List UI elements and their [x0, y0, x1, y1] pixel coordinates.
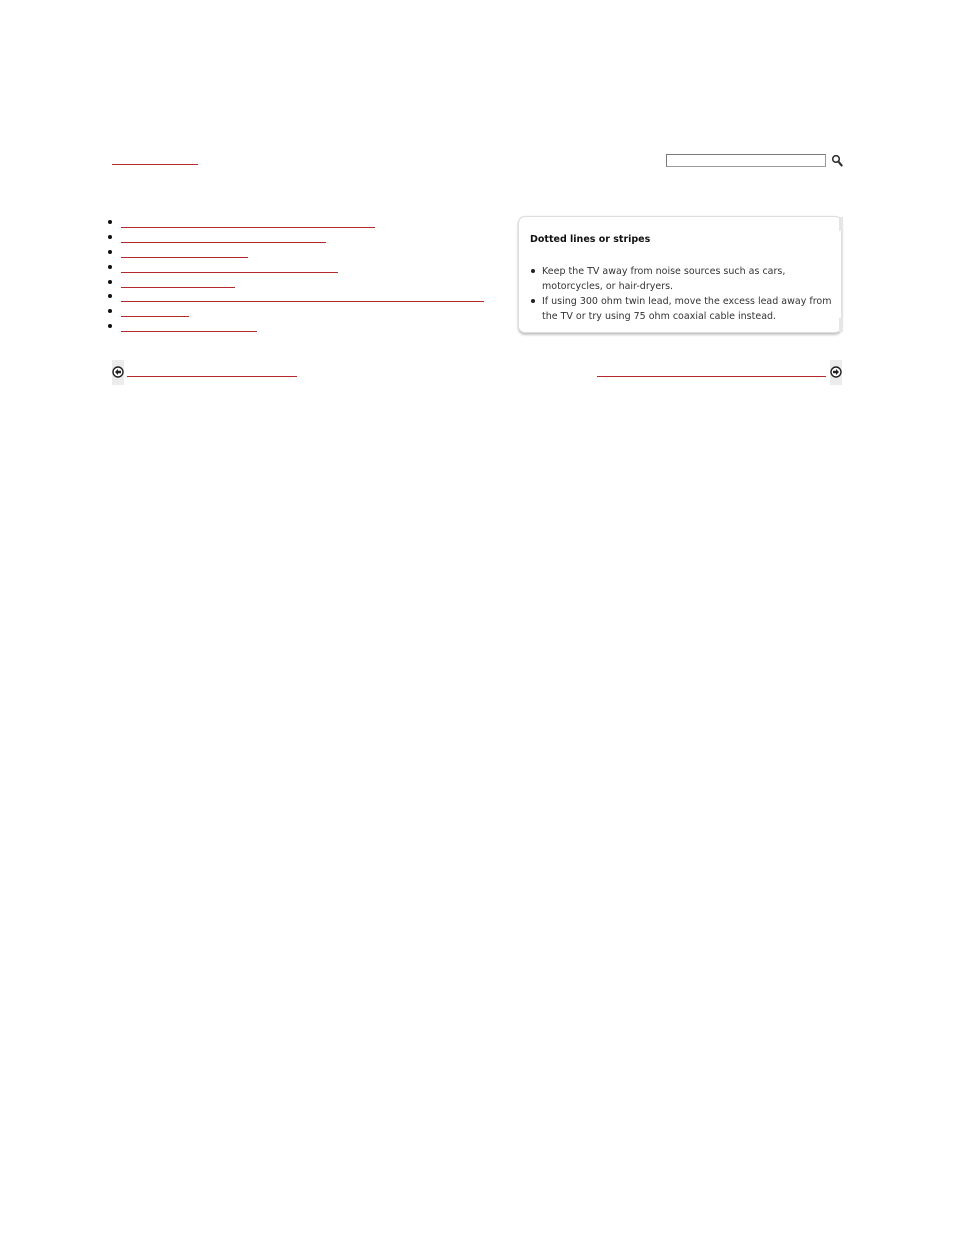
toc-link[interactable]	[121, 331, 257, 332]
toc-link[interactable]	[121, 257, 248, 258]
toc-link[interactable]	[121, 316, 189, 317]
toc-link[interactable]	[121, 272, 338, 273]
tip-title: Dotted lines or stripes	[530, 234, 651, 245]
magnifier-icon	[831, 154, 843, 167]
search-form	[666, 154, 844, 168]
list-bullet	[108, 309, 112, 313]
list-bullet	[108, 220, 112, 224]
list-bullet	[108, 250, 112, 254]
arrow-right-circle-icon	[830, 366, 842, 378]
tip-box	[518, 216, 842, 333]
list-bullet	[108, 280, 112, 284]
next-page-link[interactable]	[597, 376, 826, 377]
list-bullet	[108, 324, 112, 328]
tip-item: If using 300 ohm twin lead, move the excess lead away from the TV or try using 75 ohm coaxial cable instead.	[530, 294, 835, 324]
toc-link[interactable]	[121, 287, 235, 288]
search-input[interactable]	[666, 154, 826, 167]
next-page-button[interactable]	[830, 360, 842, 385]
tip-item: Keep the TV away from noise sources such as cars, motorcycles, or hair-dryers.	[530, 264, 835, 294]
prev-page-link[interactable]	[127, 376, 297, 377]
prev-page-button[interactable]	[112, 360, 124, 385]
toc-link[interactable]	[121, 242, 326, 243]
list-bullet	[108, 235, 112, 239]
list-bullet	[108, 294, 112, 298]
box-edge-shadow	[839, 318, 843, 332]
toc-link[interactable]	[121, 301, 484, 302]
search-button[interactable]	[830, 154, 844, 168]
list-bullet	[108, 265, 112, 269]
arrow-left-circle-icon	[112, 366, 124, 378]
home-link[interactable]	[112, 164, 198, 165]
tip-list	[530, 264, 835, 324]
toc-link[interactable]	[121, 227, 375, 228]
box-edge-shadow	[839, 217, 843, 231]
